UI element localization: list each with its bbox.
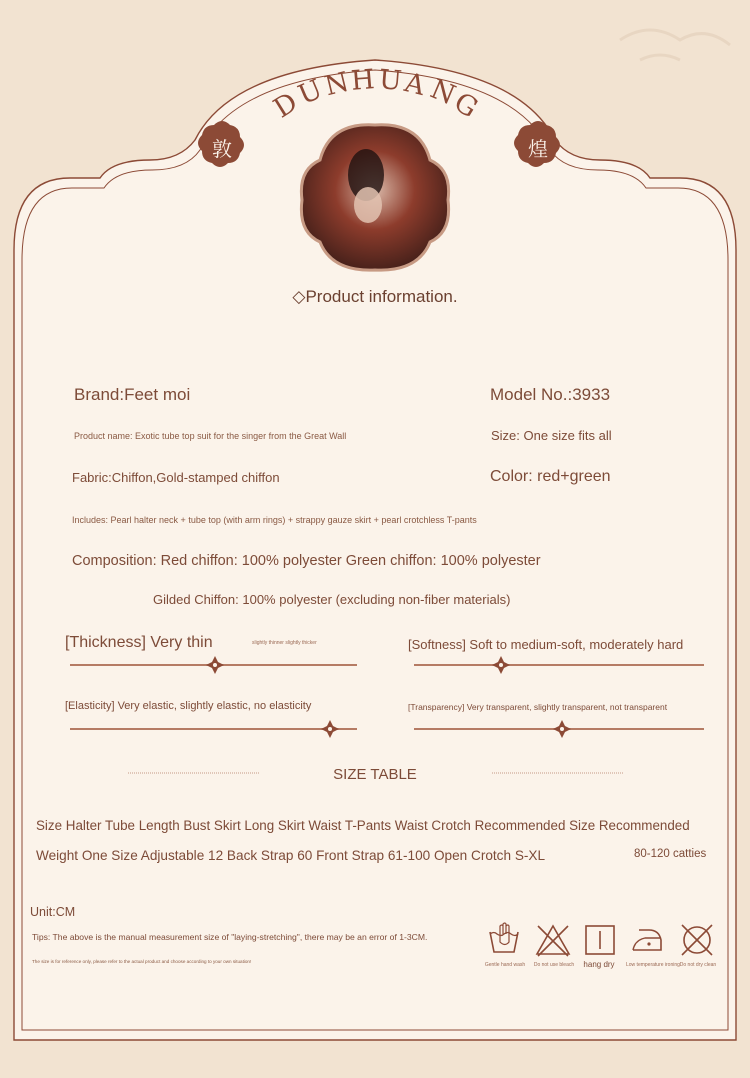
brand-label: Brand:Feet moi [74, 385, 191, 404]
size-table-values: Weight One Size Adjustable 12 Back Strap 60 Front Strap 61-100 Open Crotch S-XL [36, 848, 546, 863]
thickness-knob-icon [206, 656, 224, 674]
no-bleach-icon [535, 922, 571, 958]
transparency-knob-icon [553, 720, 571, 738]
hand-wash-caption: Gentle hand wash [484, 962, 526, 968]
transparency-label: [Transparency] Very transparent, slightly transparent, not transparent [408, 702, 668, 712]
composition-label: Composition: Red chiffon: 100% polyester Green chiffon: 100% polyester [72, 553, 541, 569]
size-label: Size: One size fits all [491, 428, 612, 443]
brand-wordmark [0, 0, 750, 140]
wordmark-letter: U [293, 74, 327, 112]
low-iron-icon [629, 922, 665, 958]
hand-wash-icon [486, 920, 522, 956]
wordmark-letter: H [350, 63, 377, 97]
no-dry-clean-icon [679, 922, 715, 958]
unit-label: Unit:CM [30, 905, 76, 919]
tips-text: Tips: The above is the manual measurement size of "laying-stretching", there may be an error of 1-3CM. [32, 932, 428, 942]
gilded-label: Gilded Chiffon: 100% polyester (excluding non-fiber materials) [153, 592, 511, 607]
thickness-label: [Thickness] Very thin [65, 634, 213, 651]
includes-label: Includes: Pearl halter neck + tube top (with arm rings) + strappy gauze skirt + pearl crotchless T-pants [72, 515, 477, 525]
low-iron-caption: Low temperature ironing [626, 962, 680, 968]
disclaimer-text: The size is for reference only, please refer to the actual product and choose according to your own situation! [32, 959, 252, 964]
seal-left: 敦 [212, 137, 232, 161]
size-table-title: SIZE TABLE [333, 766, 417, 783]
no-bleach-caption: Do not use bleach [533, 962, 575, 968]
hang-dry-icon [582, 922, 618, 958]
softness-scale-track [414, 664, 704, 666]
thickness-note: slightly thinner slightly thicker [252, 640, 317, 646]
elasticity-knob-icon [321, 720, 339, 738]
softness-label: [Softness] Soft to medium-soft, moderately hard [408, 637, 684, 652]
wordmark-letter: D [268, 86, 304, 125]
product-name: Product name: Exotic tube top suit for the singer from the Great Wall [74, 431, 347, 441]
wordmark-letter: A [401, 66, 429, 102]
size-table-header: Size Halter Tube Length Bust Skirt Long Skirt Waist T-Pants Waist Crotch Recommended Size Recommended [36, 818, 690, 833]
elasticity-label: [Elasticity] Very elastic, slightly elastic, no elasticity [65, 700, 312, 712]
color-label: Color: red+green [490, 468, 611, 485]
hang-dry-caption: hang dry [583, 960, 615, 969]
wordmark-letter: N [425, 73, 460, 112]
seal-right: 煌 [528, 137, 548, 161]
wordmark-letter: N [321, 66, 352, 103]
fabric-label: Fabric:Chiffon,Gold-stamped chiffon [72, 470, 280, 485]
model-label: Model No.:3933 [490, 385, 611, 404]
section-title: ◇Product information. [292, 287, 458, 306]
elasticity-scale-track [70, 728, 357, 730]
no-dry-clean-caption: Do not dry clean [679, 962, 717, 968]
softness-knob-icon [492, 656, 510, 674]
wordmark-letter: G [448, 86, 484, 125]
wordmark-letter: U [377, 63, 403, 97]
weight-value: 80-120 catties [634, 848, 707, 860]
